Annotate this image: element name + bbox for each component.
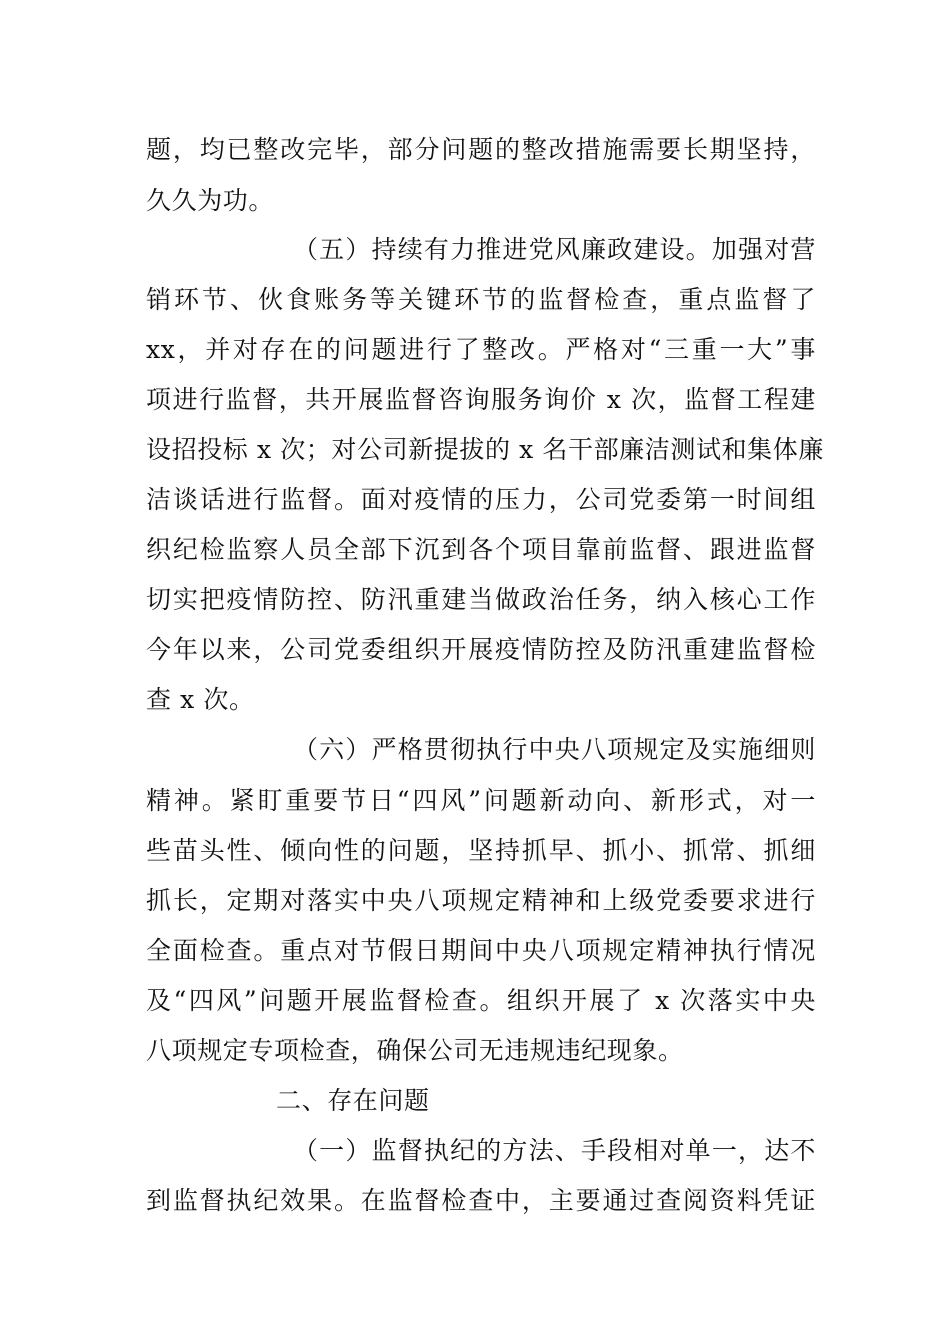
paragraph-line: 设招投标 x 次；对公司新提拔的 x 名干部廉洁测试和集体廉 xyxy=(146,435,824,464)
paragraph-line: 些苗头性、倾向性的问题，坚持抓早、抓小、抓常、抓细 xyxy=(146,836,816,865)
paragraph-line: 精神。紧盯重要节日“四风”问题新动向、新形式，对一 xyxy=(146,786,816,815)
paragraph-line: 查 x 次。 xyxy=(146,685,255,714)
paragraph-line: 题，均已整改完毕，部分问题的整改措施需要长期坚持， xyxy=(146,135,816,164)
section-heading-1: （一）监督执纪的方法、手段相对单一，达不 xyxy=(293,1136,816,1165)
section-heading-5: （五）持续有力推进党风廉政建设。加强对营 xyxy=(293,235,816,264)
paragraph-line: 销环节、伙食账务等关键环节的监督检查，重点监督了 xyxy=(146,285,816,314)
paragraph-line: 抓长，定期对落实中央八项规定精神和上级党委要求进行 xyxy=(146,886,816,915)
paragraph-line: 织纪检监察人员全部下沉到各个项目靠前监督、跟进监督 xyxy=(146,535,816,564)
section-heading-6: （六）严格贯彻执行中央八项规定及实施细则 xyxy=(293,735,816,764)
paragraph-line: 洁谈话进行监督。面对疫情的压力，公司党委第一时间组 xyxy=(146,485,816,514)
paragraph-line: 久久为功。 xyxy=(146,186,275,215)
paragraph-line: xx，并对存在的问题进行了整改。严格对“三重一大”事 xyxy=(146,335,816,364)
paragraph-line: 及“四风”问题开展监督检查。组织开展了 x 次落实中央 xyxy=(146,986,816,1015)
paragraph-line: 项进行监督，共开展监督咨询服务询价 x 次，监督工程建 xyxy=(146,385,816,414)
chapter-heading: 二、存在问题 xyxy=(276,1086,430,1115)
paragraph-line: 今年以来，公司党委组织开展疫情防控及防汛重建监督检 xyxy=(146,635,816,664)
paragraph-line: 全面检查。重点对节假日期间中央八项规定精神执行情况 xyxy=(146,936,816,965)
paragraph-line: 到监督执纪效果。在监督检查中，主要通过查阅资料凭证 xyxy=(146,1186,816,1215)
paragraph-line: 八项规定专项检查，确保公司无违规违纪现象。 xyxy=(146,1036,684,1065)
paragraph-line: 切实把疫情防控、防汛重建当做政治任务，纳入核心工作 xyxy=(146,585,816,614)
